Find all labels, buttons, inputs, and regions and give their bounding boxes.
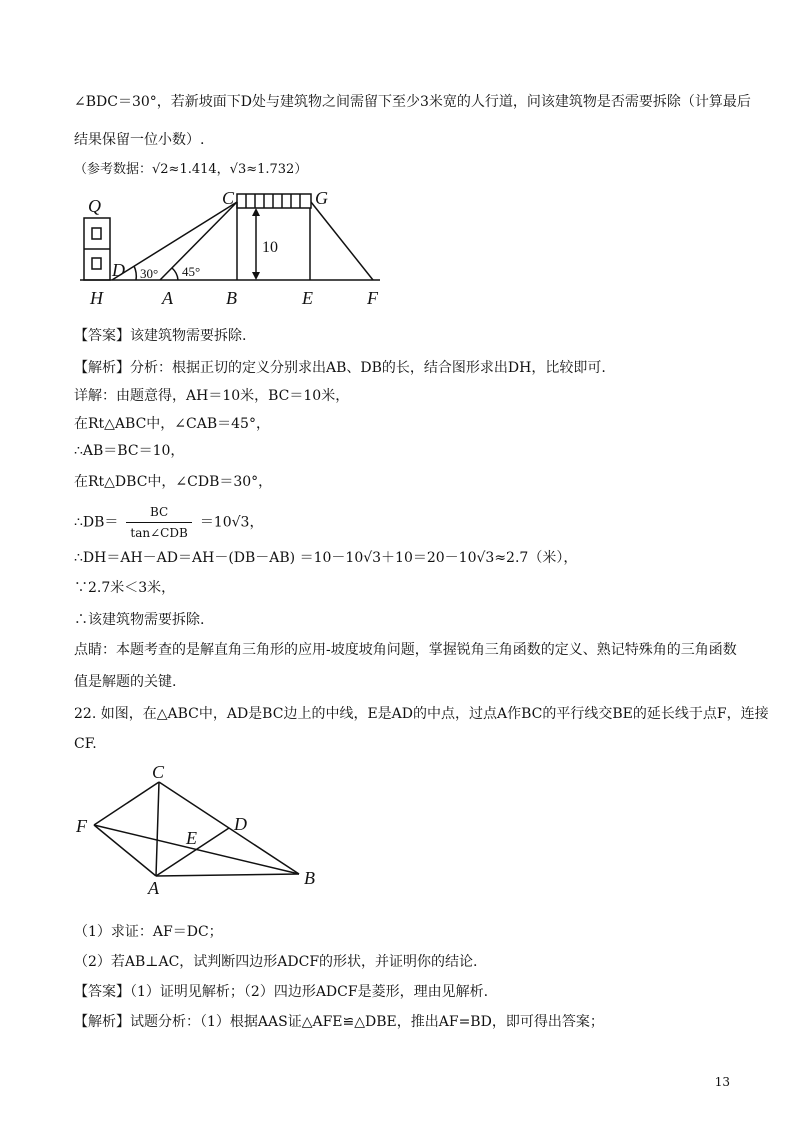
- figure-quadrilateral: [74, 760, 334, 900]
- angle-45-label: 45°: [182, 264, 201, 279]
- figure-building-slope: [74, 188, 394, 313]
- formula-line: [74, 502, 263, 543]
- subquestion-1: （1）求证：AF＝DC；: [74, 924, 223, 940]
- label-A: A: [162, 288, 173, 308]
- formula-prefix: ∴DB＝: [74, 514, 119, 531]
- question-22: 22. 如图，在△ABC中，AD是BC边上的中线，E是AD的中点，过点A作BC的平行线交BE的延长线于点F，连接: [74, 706, 769, 722]
- fraction-numerator: BC: [126, 502, 191, 523]
- answer-line: 【答案】该建筑物需要拆除.: [74, 328, 247, 344]
- page-number: 13: [714, 1075, 730, 1089]
- label-E: E: [302, 288, 313, 308]
- height-label: 10: [262, 239, 278, 256]
- comment-line: 点睛：本题考查的是解直角三角形的应用-坡度坡角问题，掌握锐角三角函数的定义、熟记特殊角的三角函数: [74, 642, 737, 658]
- label-E: E: [186, 828, 197, 848]
- label-D: D: [112, 260, 125, 280]
- text-line: 在Rt△DBC中，∠CDB＝30°，: [74, 474, 273, 490]
- text-line: 结果保留一位小数）.: [74, 132, 205, 148]
- subquestion-2: （2）若AB⊥AC，试判断四边形ADCF的形状，并证明你的结论.: [74, 954, 478, 970]
- label-F: F: [367, 288, 378, 308]
- answer-line: 【答案】（1）证明见解析；（2）四边形ADCF是菱形，理由见解析.: [74, 984, 489, 1000]
- fraction-denominator: tan∠CDB: [130, 526, 188, 540]
- label-A: A: [148, 878, 159, 898]
- reference-data: （参考数据：√2≈1.414，√3≈1.732）: [74, 162, 308, 177]
- label-B: B: [226, 288, 237, 308]
- text-line: ∴该建筑物需要拆除.: [74, 612, 205, 628]
- text-line: 详解：由题意得，AH＝10米，BC＝10米，: [74, 388, 350, 404]
- text-line: ∠BDC＝30°，若新坡面下D处与建筑物之间需留下至少3米宽的人行道，问该建筑物是否需要拆除（计算最后: [74, 94, 751, 110]
- comment-line: 值是解题的关键.: [74, 674, 177, 690]
- label-G: G: [315, 188, 328, 208]
- label-C: C: [152, 762, 165, 782]
- analysis-line: 【解析】试题分析：（1）根据AAS证△AFE≌△DBE，推出AF=BD，即可得出答案；: [74, 1014, 604, 1030]
- analysis-line: 【解析】分析：根据正切的定义分别求出AB、DB的长，结合图形求出DH，比较即可.: [74, 360, 606, 376]
- label-D: D: [234, 814, 247, 834]
- text-line: 在Rt△ABC中，∠CAB＝45°，: [74, 416, 270, 432]
- angle-30-label: 30°: [140, 266, 159, 281]
- label-F: F: [76, 816, 87, 836]
- formula-suffix: ＝10√3，: [199, 514, 264, 531]
- text-line: ∴DH＝AH－AD＝AH－(DB－AB) ＝10－10√3＋10＝20－10√3≈2.7（米），: [74, 550, 578, 566]
- label-B: B: [304, 868, 315, 888]
- question-22-cont: CF.: [74, 736, 97, 752]
- label-Q: Q: [88, 196, 101, 216]
- text-line: ∵2.7米＜3米，: [74, 580, 176, 596]
- fraction: [126, 502, 191, 543]
- label-C: C: [222, 188, 235, 208]
- text-line: ∴AB＝BC＝10，: [74, 443, 185, 459]
- label-H: H: [90, 288, 103, 308]
